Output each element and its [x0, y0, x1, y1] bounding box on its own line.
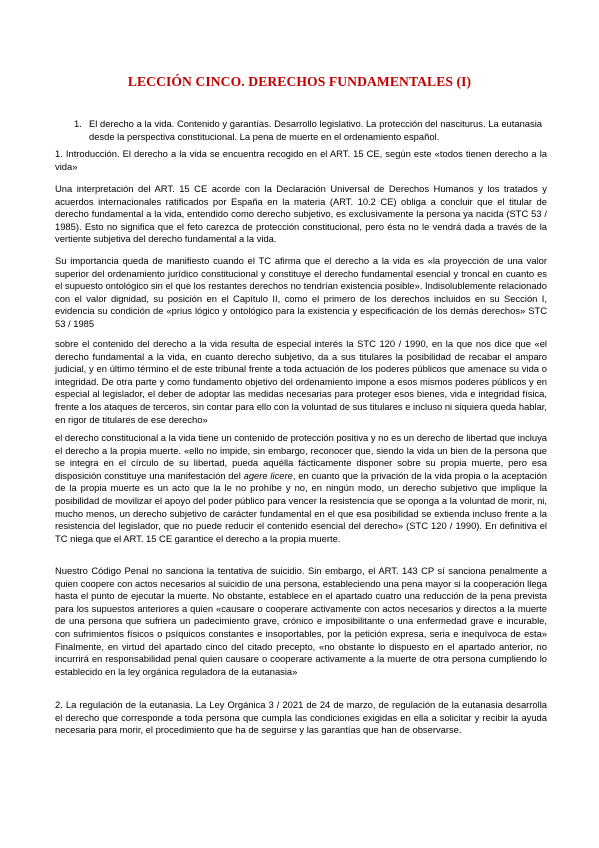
paragraph-stc-120-1990: sobre el contenido del derecho a la vida resulta de especial interés la STC 120 / 1990, en la que nos dice que «el derecho fundamental a la vida, en cuanto derecho subjetivo, da a sus titulares la posibilidad de recabar el amparo judicial, y en último término el de este tribunal frente a toda actuación de los poderes públicos que amenace su vida o integridad. De otra parte y como fundamento objetivo del ordenamiento impone a esos mismos poderes públicos y en especial al legislador, el deber de adoptar las medidas necesarias para proteger esos bienes, vida e integridad física, frente a los ataques de terceros, sin contar para ello con la voluntad de sus titulares e incluso ni siquiera queda hablar, en rigor de titulares de ese derecho» [55, 338, 547, 425]
list-item-number: 1. [74, 118, 82, 129]
agere-licere-term: agere licere [243, 469, 293, 481]
paragraph-regulacion-eutanasia: 2. La regulación de la eutanasia. La Ley Orgánica 3 / 2021 de 24 de marzo, de regulación de la eutanasia desarrolla el derecho que corresponde a toda persona que cumpla las condiciones exigidas en ella a solicitar y recibir la ayuda necesaria para morir, el procedimiento que ha de seguirse y las garantías que han de observarse. [55, 699, 547, 736]
topic-list-item [62, 117, 542, 143]
paragraph-importance: Su importancia queda de manifiesto cuando el TC afirma que el derecho a la vida es «la proyección de una valor superior del ordenamiento jurídico constitucional y constituye el derecho fundamental esencial y troncal en cuanto es el supuesto ontológico sin el que los restantes derechos no tendrían existencia posible». Indisolublemente relacionado con el valor dignidad, su posición en el Capítulo II, como el primero de los derechos incluidos en su Sección I, evidencia su condición de «prius lógico y ontológico para la existencia y especificación de los demás derechos» STC 53 / 1985 [55, 255, 547, 329]
paragraph-introduction: 1. Introducción. El derecho a la vida se encuentra recogido en el ART. 15 CE, según este «todos tienen derecho a la vida» [55, 148, 547, 172]
lesson-title: LECCIÓN CINCO. DERECHOS FUNDAMENTALES (I) [127, 74, 472, 89]
paragraph-protection-text-b: , en cuanto que la privación de la vida propia o la aceptación de la propia muerte es un acto que la le no prohíbe y no, en ningún modo, un derecho subjetivo que implique la posibilidad de movilizar el apoyo del poder público para vencer la resistencia que se oponga a la voluntad de morir, ni, mucho menos, un derecho subjetivo de carácter fundamental en el que esa posibilidad se extienda incluso frente a la resistencia del legislador, que no puede reducir el contenido esencial del derecho» (STC 120 / 1990). En definitiva el TC niega que el ART. 15 CE garantice el derecho a la propia muerte. [55, 469, 547, 544]
list-item-text: El derecho a la vida. Contenido y garantías. Desarrollo legislativo. La protección del nasciturus. La eutanasia desde la perspectiva constitucional. La pena de muerte en el ordenamiento español. [89, 118, 542, 142]
paragraph-protection-text-a: el derecho constitucional a la vida tiene un contenido de protección positiva y no es un derecho de libertad que incluya el derecho a la propia muerte. «ello no impide, sin embargo, reconocer que, siendo la vida un bien de la persona que se integra en el círculo de su libertad, pueda aquélla fácticamente disponer sobre su propia muerte, pero esa disposición constituye una manifestación del [55, 432, 547, 481]
paragraph-protection [55, 432, 547, 545]
paragraph-interpretation: Una interpretación del ART. 15 CE acorde con la Declaración Universal de Derechos Humanos y los tratados y acuerdos internacionales ratificados por España en la materia (ART. 10.2 CE) obliga a concluir que el titular de derecho fundamental a la vida, entendido como derecho subjetivo, es exclusivamente la persona ya nacida (STC 53 / 1985). Esto no significa que el feto carezca de protección constitucional, pero ésta no le vendrá dada a través de la vertiente subjetiva del derecho fundamental a la vida. [55, 183, 547, 245]
paragraph-codigo-penal: Nuestro Código Penal no sanciona la tentativa de suicidio. Sin embargo, el ART. 143 CP sí sanciona penalmente a quien coopere con actos necesarios al suicidio de una persona, estableciendo una pena mayor si la cooperación llega hasta el punto de ejecutar la muerte. No obstante, establece en el apartado cuatro una reducción de la pena prevista para los supuestos anteriores a quien «causare o cooperare activamente con actos necesarios y directos a la muerte de una persona que sufriera un padecimiento grave, crónico e imposibilitante o una enfermedad grave e incurable, con sufrimientos físicos o psíquicos constantes e insoportables, por la petición expresa, seria e inequívoca de esta» Finalmente, en virtud del apartado cinco del citado precepto, «no obstante lo dispuesto en el apartado anterior, no incurrirá en responsabilidad penal quien causare o cooperare activamente a la muerte de otra persona cumpliendo lo establecido en la ley orgánica reguladora de la eutanasia» [55, 565, 547, 677]
